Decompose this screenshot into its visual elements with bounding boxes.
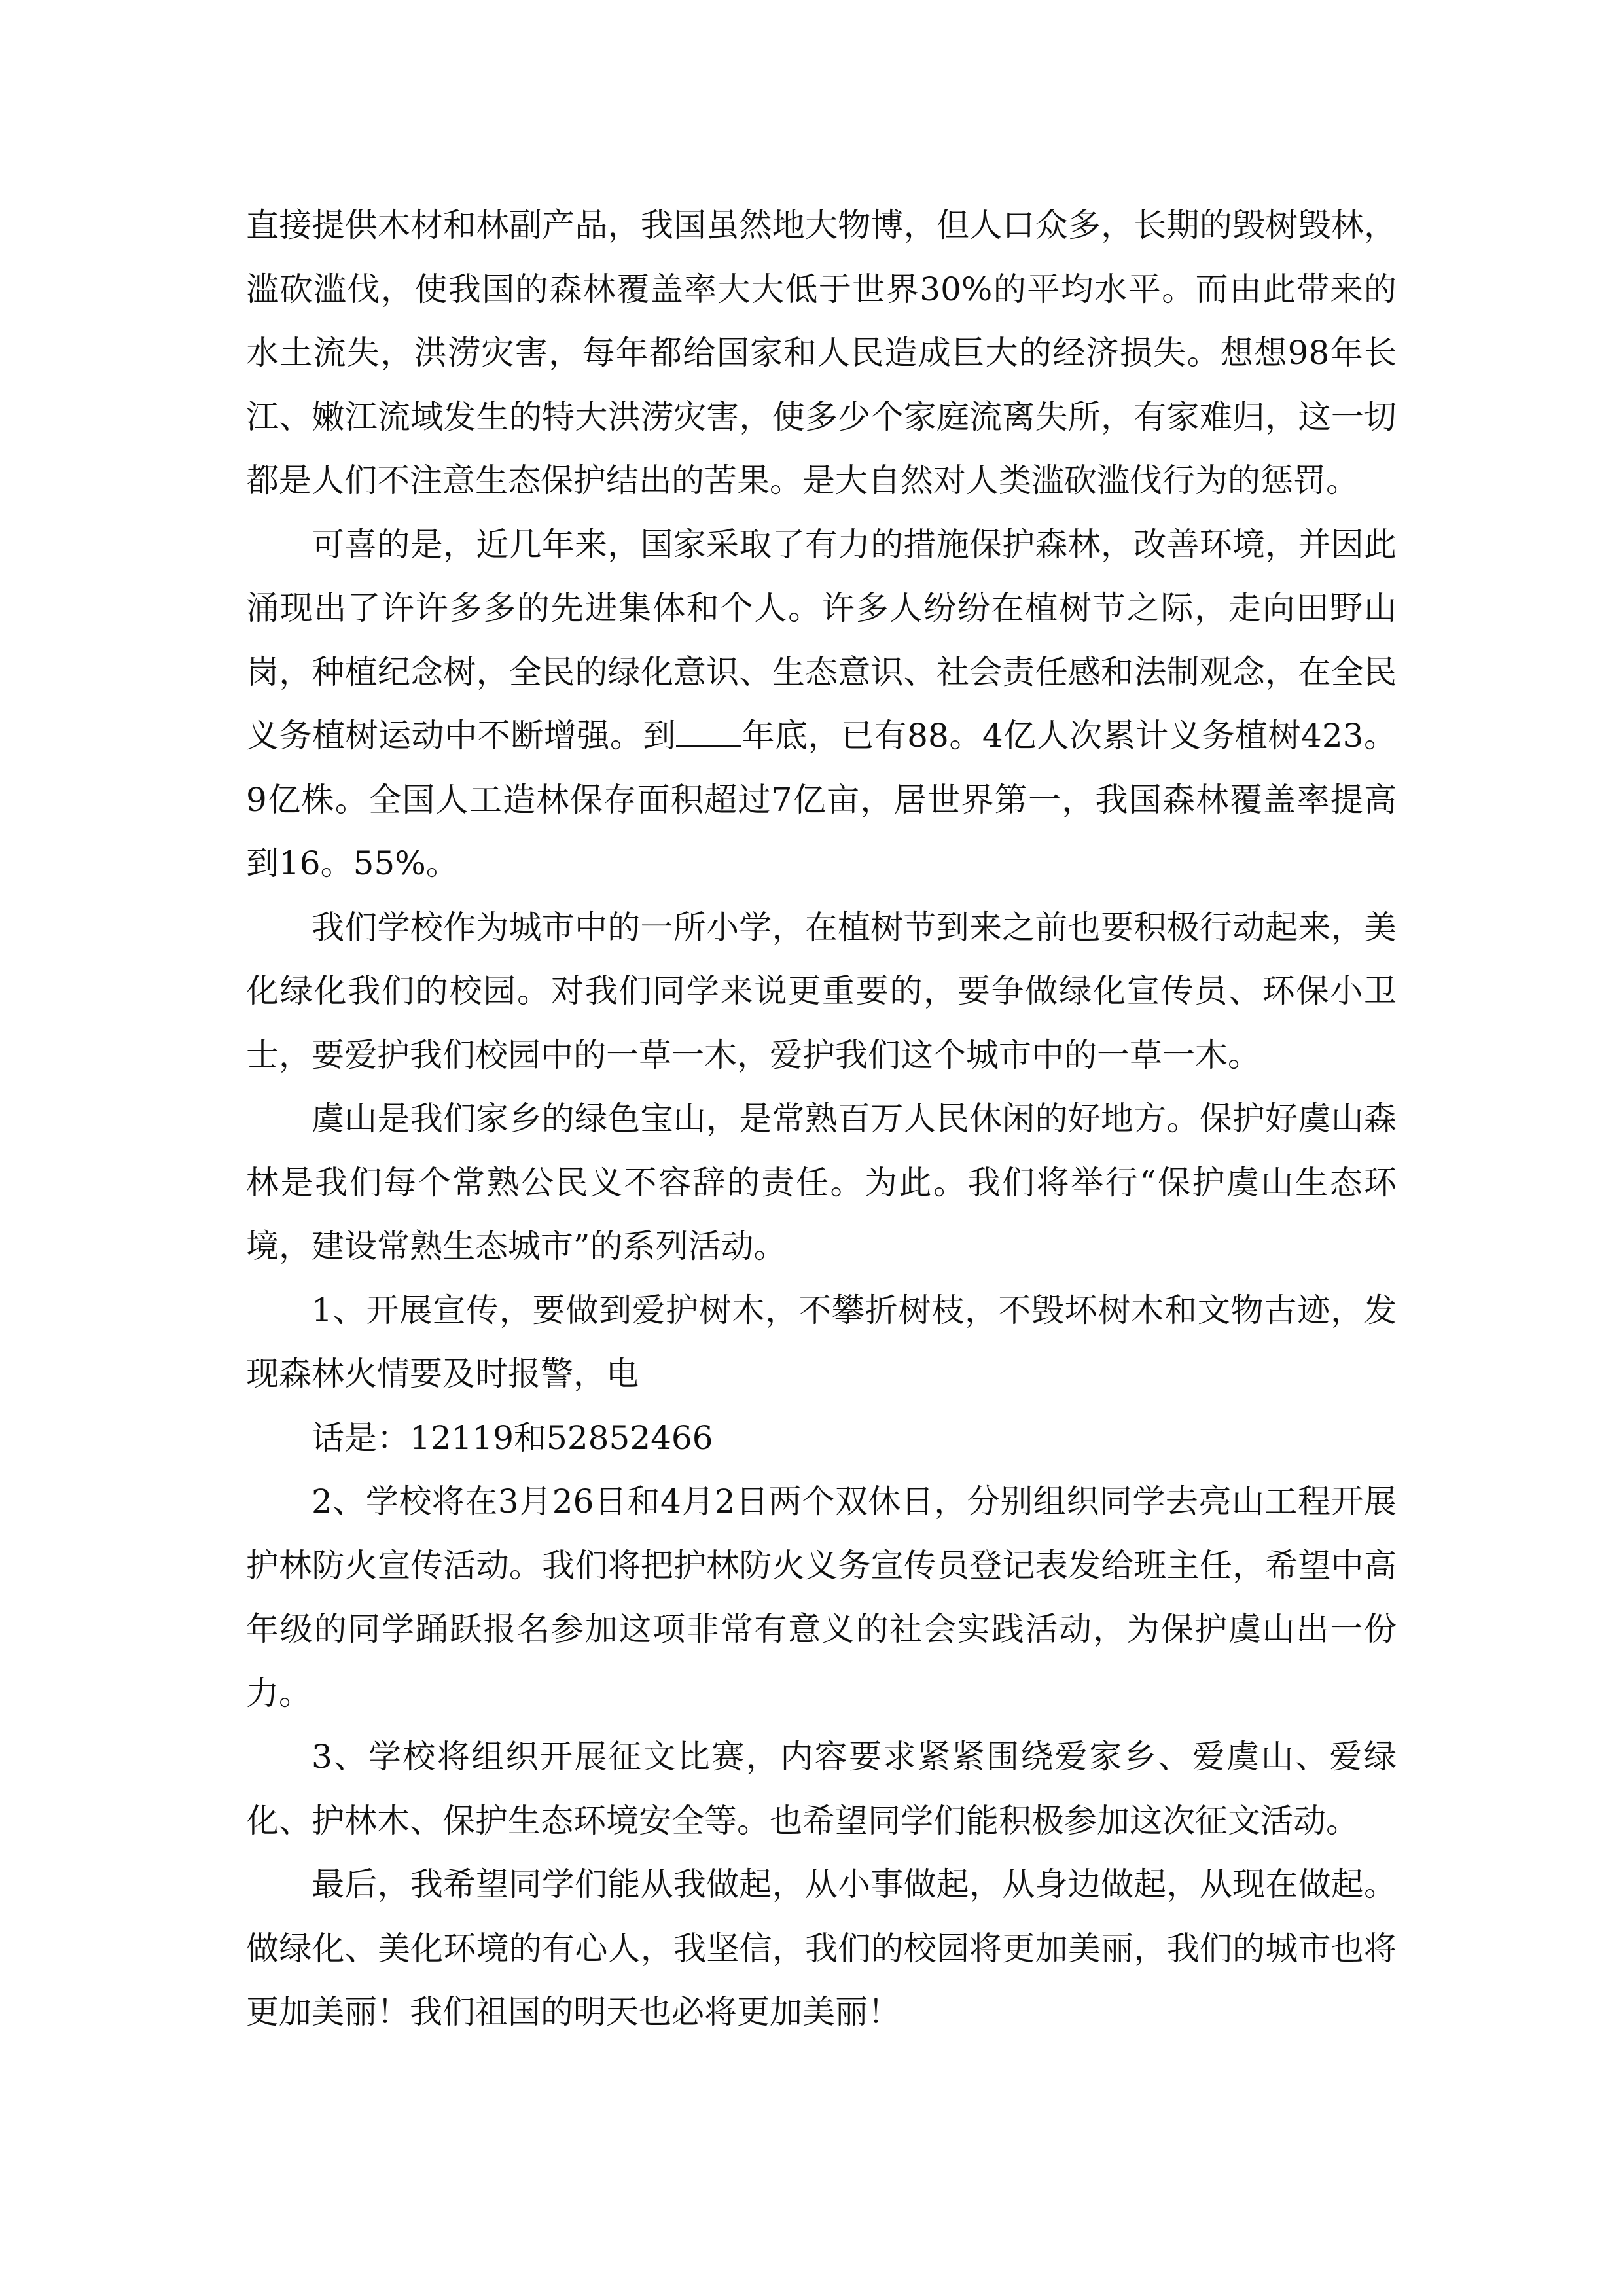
year-blank	[676, 712, 741, 747]
paragraph-item-2: 2、学校将在3月26日和4月2日两个双休日，分别组织同学去亮山工程开展护林防火宣传活动。我们将把护林防火义务宣传员登记表发给班主任，希望中高年级的同学踊跃报名参加这项非常有意义的社会实践活动，为保护虞山出一份力。	[246, 1482, 1397, 1712]
paragraph-item-3: 3、学校将组织开展征文比赛，内容要求紧紧围绕爱家乡、爱虞山、爱绿化、护林木、保护生态环境安全等。也希望同学们能积极参加这次征文活动。	[246, 1738, 1397, 1840]
document-body	[246, 194, 1397, 2045]
paragraph-phone: 话是：12119和52852466	[312, 1418, 713, 1457]
paragraph-yushan: 虞山是我们家乡的绿色宝山，是常熟百万人民休闲的好地方。保护好虞山森林是我们每个常熟公民义不容辞的责任。为此。我们将举行“保护虞山生态环境，建设常熟生态城市”的系列活动。	[246, 1100, 1397, 1265]
paragraph-afforestation-progress	[246, 513, 1397, 896]
paragraph-forest-loss: 直接提供木材和林副产品，我国虽然地大物博，但人口众多，长期的毁树毁林，滥砍滥伐，使我国的森林覆盖率大大低于世界30%的平均水平。而由此带来的水土流失，洪涝灾害，每年都给国家和人民造成巨大的经济损失。想想98年长江、嫩江流域发生的特大洪涝灾害，使多少个家庭流离失所，有家难归，这一切都是人们不注意生态保护结出的苦果。是大自然对人类滥砍滥伐行为的惩罚。	[246, 206, 1397, 499]
paragraph-closing: 最后，我希望同学们能从我做起，从小事做起，从身边做起，从现在做起。做绿化、美化环境的有心人，我坚信，我们的校园将更加美丽，我们的城市也将更加美丽！我们祖国的明天也必将更加美丽！	[246, 1865, 1397, 2031]
paragraph-afforestation-text-after: 年底，已有88。4亿人次累计义务植树423。9亿株。全国人工造林保存面积超过7亿亩，居世界第一，我国森林覆盖率提高到16。55%。	[246, 717, 1397, 882]
paragraph-item-1: 1、开展宣传，要做到爱护树木，不攀折树枝，不毁坏树木和文物古迹，发现森林火情要及时报警，电	[246, 1291, 1397, 1393]
paragraph-afforestation-text-before: 可喜的是，近几年来，国家采取了有力的措施保护森林，改善环境，并因此涌现出了许许多多的先进集体和个人。许多人纷纷在植树节之际，走向田野山岗，种植纪念树，全民的绿化意识、生态意识、社会责任感和法制观念，在全民义务植树运动中不断增强。到	[246, 525, 1397, 755]
paragraph-school-action: 我们学校作为城市中的一所小学，在植树节到来之前也要积极行动起来，美化绿化我们的校园。对我们同学来说更重要的，要争做绿化宣传员、环保小卫士，要爱护我们校园中的一草一木，爱护我们这个城市中的一草一木。	[246, 908, 1397, 1074]
